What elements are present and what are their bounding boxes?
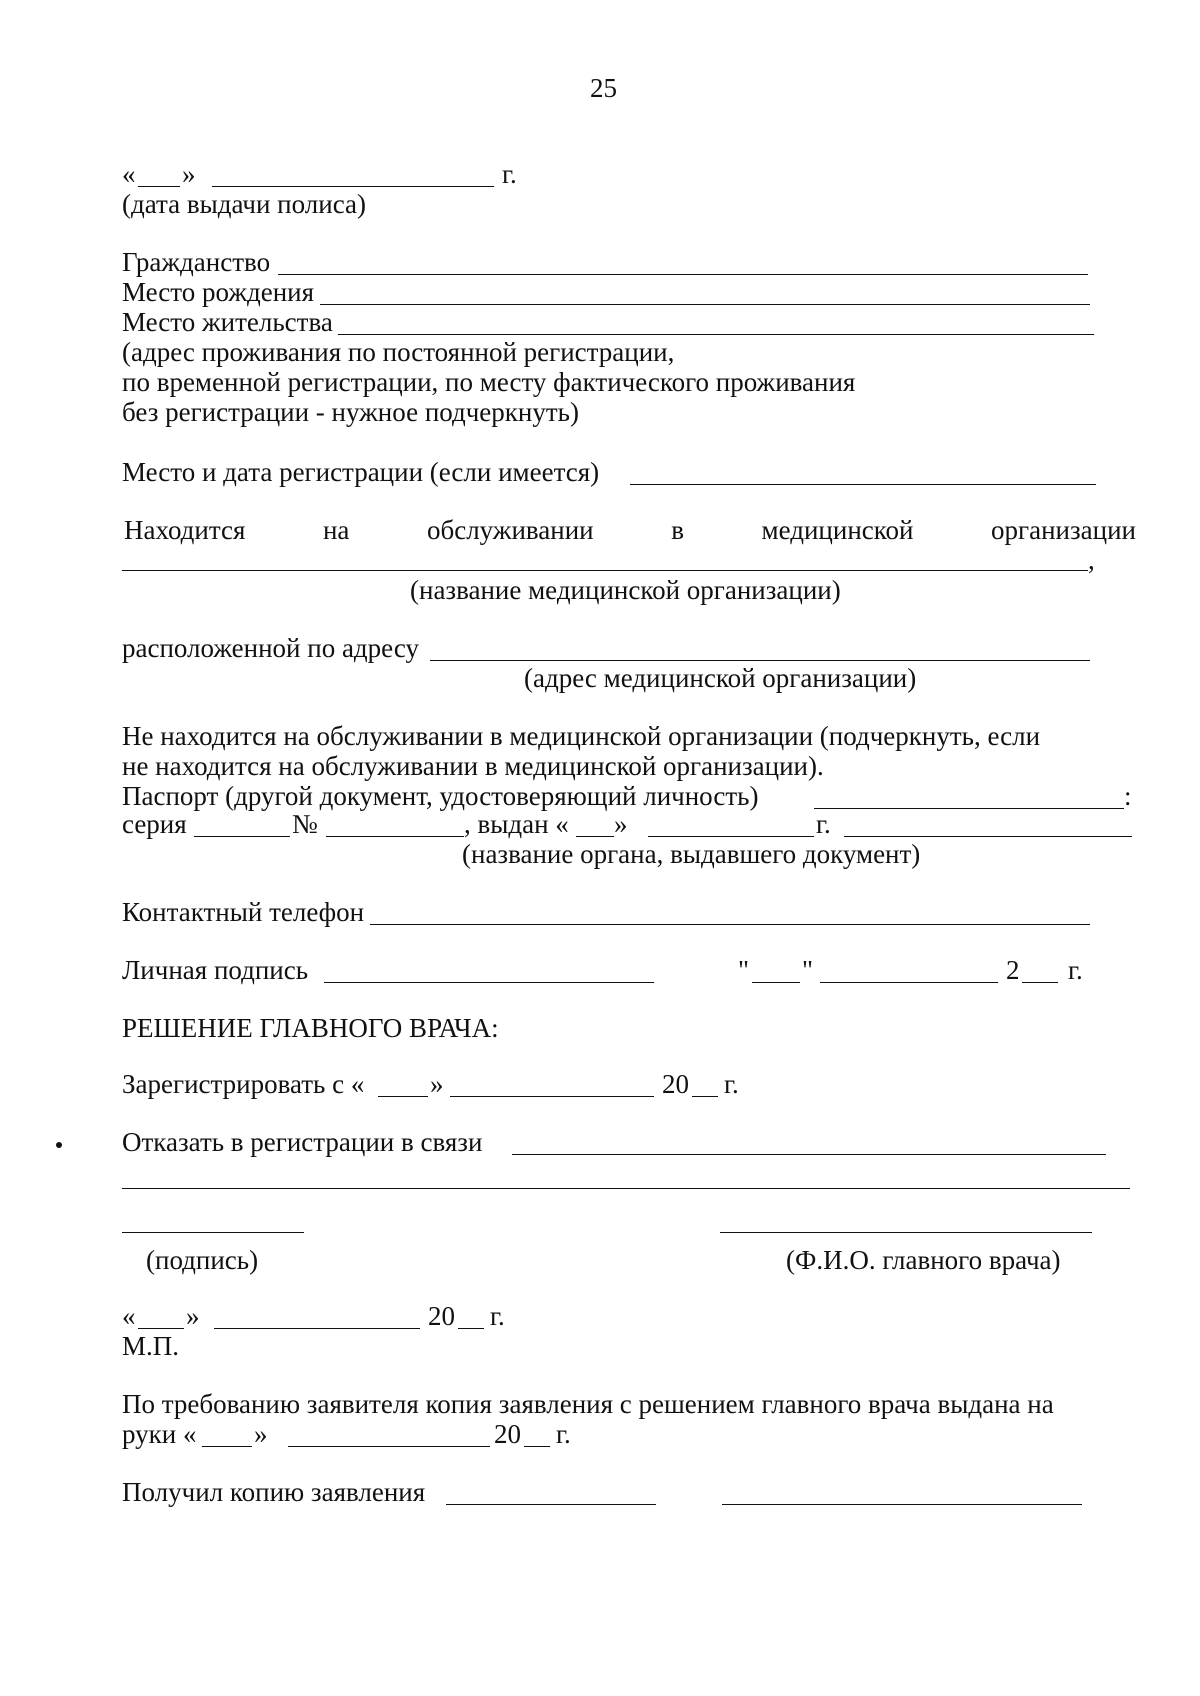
medical-org-word: организации (991, 515, 1136, 545)
not-served-line-2: не находится на обслуживании в медицинской организации). (122, 751, 824, 781)
decision-year-suffix: г. (490, 1301, 505, 1331)
birthplace-field[interactable] (320, 304, 1090, 305)
medical-org-word: на (322, 515, 350, 545)
chief-name-field[interactable] (720, 1232, 1092, 1233)
medical-org-address-label: расположенной по адресу (122, 633, 419, 663)
passport-colon: : (1124, 781, 1132, 811)
refuse-label: Отказать в регистрации в связи (122, 1127, 483, 1157)
chief-caption: (Ф.И.О. главного врача) (786, 1245, 1061, 1275)
signature-year-prefix: 2 (1006, 955, 1020, 985)
copy-line-2-label: руки « (122, 1419, 197, 1449)
copy-day-field[interactable] (202, 1446, 252, 1447)
signature-date-close: " (802, 955, 814, 985)
copy-year-prefix: 20 (494, 1419, 521, 1449)
signature-year-field[interactable] (1022, 982, 1058, 983)
policy-date-close: » (182, 159, 196, 189)
received-name-field[interactable] (722, 1504, 1082, 1505)
passport-label: Паспорт (другой документ, удостоверяющий личность) (122, 781, 759, 811)
residence-note-3: без регистрации - нужное подчеркнуть) (122, 397, 579, 427)
phone-field[interactable] (370, 924, 1090, 925)
registration-place-field[interactable] (630, 484, 1096, 485)
policy-date-caption: (дата выдачи полиса) (122, 189, 366, 219)
signature-day-field[interactable] (752, 982, 800, 983)
passport-series-label: серия (122, 809, 187, 839)
medical-org-word: медицинской (761, 515, 914, 545)
passport-issued-close: » (614, 809, 628, 839)
signature-year-suffix: г. (1068, 955, 1083, 985)
register-label: Зарегистрировать с « (122, 1069, 365, 1099)
medical-org-address-field[interactable] (430, 660, 1090, 661)
decision-month-field[interactable] (214, 1328, 420, 1329)
decision-date-close: » (186, 1301, 200, 1331)
medical-org-word: Находится (124, 515, 246, 545)
received-signature-field[interactable] (446, 1504, 656, 1505)
decision-heading: РЕШЕНИЕ ГЛАВНОГО ВРАЧА: (122, 1013, 499, 1043)
register-day-field[interactable] (378, 1096, 428, 1097)
passport-issued-label: , выдан « (464, 809, 569, 839)
register-year-field[interactable] (692, 1096, 718, 1097)
refuse-reason-field-2[interactable] (122, 1188, 1130, 1189)
signature-label: Личная подпись (122, 955, 309, 985)
medical-org-comma: , (1088, 545, 1095, 575)
policy-date-open: « (122, 159, 136, 189)
passport-number-label: № (292, 809, 318, 839)
citizenship-label: Гражданство (122, 247, 271, 277)
refuse-reason-field[interactable] (512, 1154, 1106, 1155)
stamp-label: М.П. (122, 1331, 180, 1361)
register-month-field[interactable] (450, 1096, 654, 1097)
passport-issuer-field[interactable] (844, 836, 1132, 837)
passport-issue-day-field[interactable] (576, 836, 614, 837)
decision-date-open: « (122, 1301, 136, 1331)
register-year-prefix: 20 (662, 1069, 689, 1099)
decision-day-field[interactable] (138, 1328, 184, 1329)
chief-signature-field[interactable] (122, 1232, 304, 1233)
copy-month-field[interactable] (288, 1446, 490, 1447)
phone-label: Контактный телефон (122, 897, 365, 927)
register-year-suffix: г. (724, 1069, 739, 1099)
register-close: » (430, 1069, 444, 1099)
birthplace-label: Место рождения (122, 277, 315, 307)
medical-org-address-caption: (адрес медицинской организации) (524, 663, 917, 693)
medical-org-name-field[interactable] (122, 570, 1088, 571)
medical-org-line (124, 514, 1136, 546)
page-number: 25 (590, 73, 617, 103)
copy-year-field[interactable] (524, 1446, 550, 1447)
residence-note-1: (адрес проживания по постоянной регистрации, (122, 337, 675, 367)
medical-org-word: обслуживании (426, 515, 594, 545)
registration-place-label: Место и дата регистрации (если имеется) (122, 457, 600, 487)
citizenship-field[interactable] (278, 274, 1088, 275)
signature-month-field[interactable] (820, 982, 998, 983)
medical-org-name-caption: (название медицинской организации) (410, 575, 841, 605)
decision-year-field[interactable] (458, 1328, 484, 1329)
policy-day-field[interactable] (138, 186, 180, 187)
medical-org-word: в (671, 515, 684, 545)
received-label: Получил копию заявления (122, 1477, 426, 1507)
passport-issue-month-field[interactable] (648, 836, 814, 837)
residence-note-2: по временной регистрации, по месту фактического проживания (122, 367, 856, 397)
margin-dot (56, 1142, 62, 1148)
not-served-line-1: Не находится на обслуживании в медицинской организации (подчеркнуть, если (122, 721, 1041, 751)
signature-date-open: " (738, 955, 750, 985)
passport-year-suffix: г. (816, 809, 831, 839)
residence-field[interactable] (338, 334, 1094, 335)
sign-caption: (подпись) (146, 1245, 259, 1275)
policy-month-field[interactable] (212, 186, 494, 187)
residence-label: Место жительства (122, 307, 333, 337)
passport-series-field[interactable] (194, 836, 290, 837)
copy-line-2-close: » (254, 1419, 268, 1449)
signature-field[interactable] (324, 982, 654, 983)
decision-year-prefix: 20 (428, 1301, 455, 1331)
passport-type-field[interactable] (814, 808, 1124, 809)
copy-year-suffix: г. (556, 1419, 571, 1449)
passport-number-field[interactable] (326, 836, 464, 837)
policy-year-suffix: г. (502, 159, 517, 189)
copy-line-1: По требованию заявителя копия заявления с решением главного врача выдана на (122, 1389, 1054, 1419)
passport-issuer-caption: (название органа, выдавшего документ) (462, 839, 921, 869)
